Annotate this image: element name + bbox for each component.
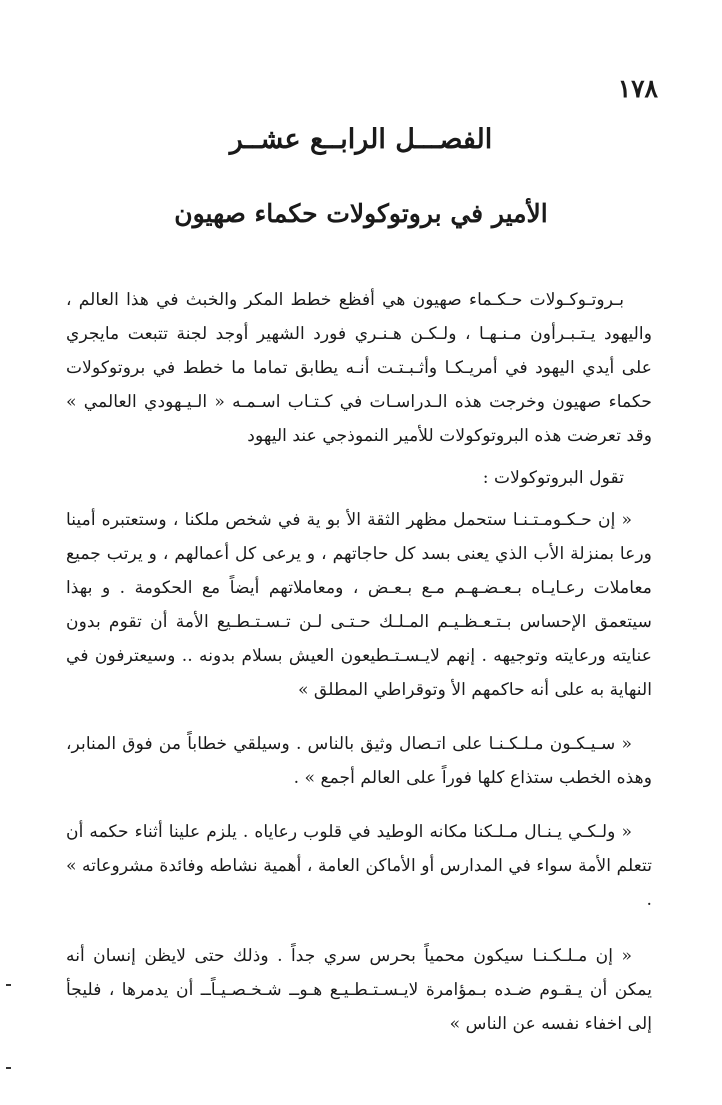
- intro-paragraph: بـروتـوكـولات حـكـماء صهيون هي أفظع خطط المكر والخبث في هذا العالم ، واليهود يـتـبـرأون مـنـهـا ، ولـكـن هـنـري فورد الشهير أوجد لجنة تتبعت مايجري على أيدي اليهود في أمريـكـا وأثـبـتـت أنـه يطابق تماما ما خطط في بروتوكولات حكماء صهيون وخرجت هذه الـدراسـات في كـتـاب اسـمـه « الـيـهودي العالمي » وقد تعرضت هذه البروتوكولات للأمير النموذجي عند اليهود: [66, 290, 652, 446]
- article-title: الأمير في بروتوكولات حكماء صهيون: [174, 199, 548, 228]
- quote-paragraph: « سـيـكـون مـلـكـنـا على اتـصال وثيق بالناس . وسيلقي خطاباً من فوق المنابر، وهذه الخطب ستذاع كلها فوراً على العالم أجمع » .: [66, 734, 652, 788]
- quote-lead-paragraph: تقول البروتوكولات :: [482, 468, 624, 488]
- quote-paragraph: « ولـكـي يـنـال مـلـكنا مكانه الوطيد في قلوب رعاياه . يلزم علينا أثناء حكمه أن تتعلم الأمة سواء في المدارس أو الأماكن العامة ، أهمية نشاطه وفائدة مشروعاته » .: [66, 822, 652, 910]
- scan-edge-mark: [6, 984, 11, 986]
- chapter-title: الفصـــل الرابــع عشــر: [229, 124, 493, 155]
- quote-paragraph: « إن مـلـكـنـا سيكون محمياً بحرس سري جداً . وذلك حتى لايظن إنسان أنه يمكن أن يـقـوم ضـده بـمؤامرة لايـسـتـطـيـع هـوــ شـخـصـيـاًــ أن يدمرها ، فليجأ إلى اخفاء نفسه عن الناس »: [66, 946, 652, 1034]
- quote-paragraph: « إن حـكـومـتـنـا ستحمل مظهر الثقة الأ بو ية في شخص ملكنا ، وستعتبره أمينا ورعا بمنزلة الأب الذي يعنى بسد كل حاجاتهم ، و يرعى كل أعمالهم ، و يرتب جميع معاملات رعـايـاه بـعـضـهـم مـع بـعـض ، ومعاملاتهم أيضاً مع الحكومة . و بهذا سيتعمق الإحساس بـتـعـظـيـم المـلـك حـتـى لـن تـسـتـطـيع الأمة أن تقوم بدون عنايته ورعايته وتوجيهه . إنهم لايـسـتـطيعون العيش بسلام بدونه .. وسيعترفون في النهاية به على أنه حاكمهم الأ وتوقراطي المطلق »: [66, 510, 652, 700]
- page-number: ١٧٨: [617, 74, 658, 103]
- body-text: [66, 283, 652, 1041]
- scan-edge-mark: [6, 1067, 11, 1069]
